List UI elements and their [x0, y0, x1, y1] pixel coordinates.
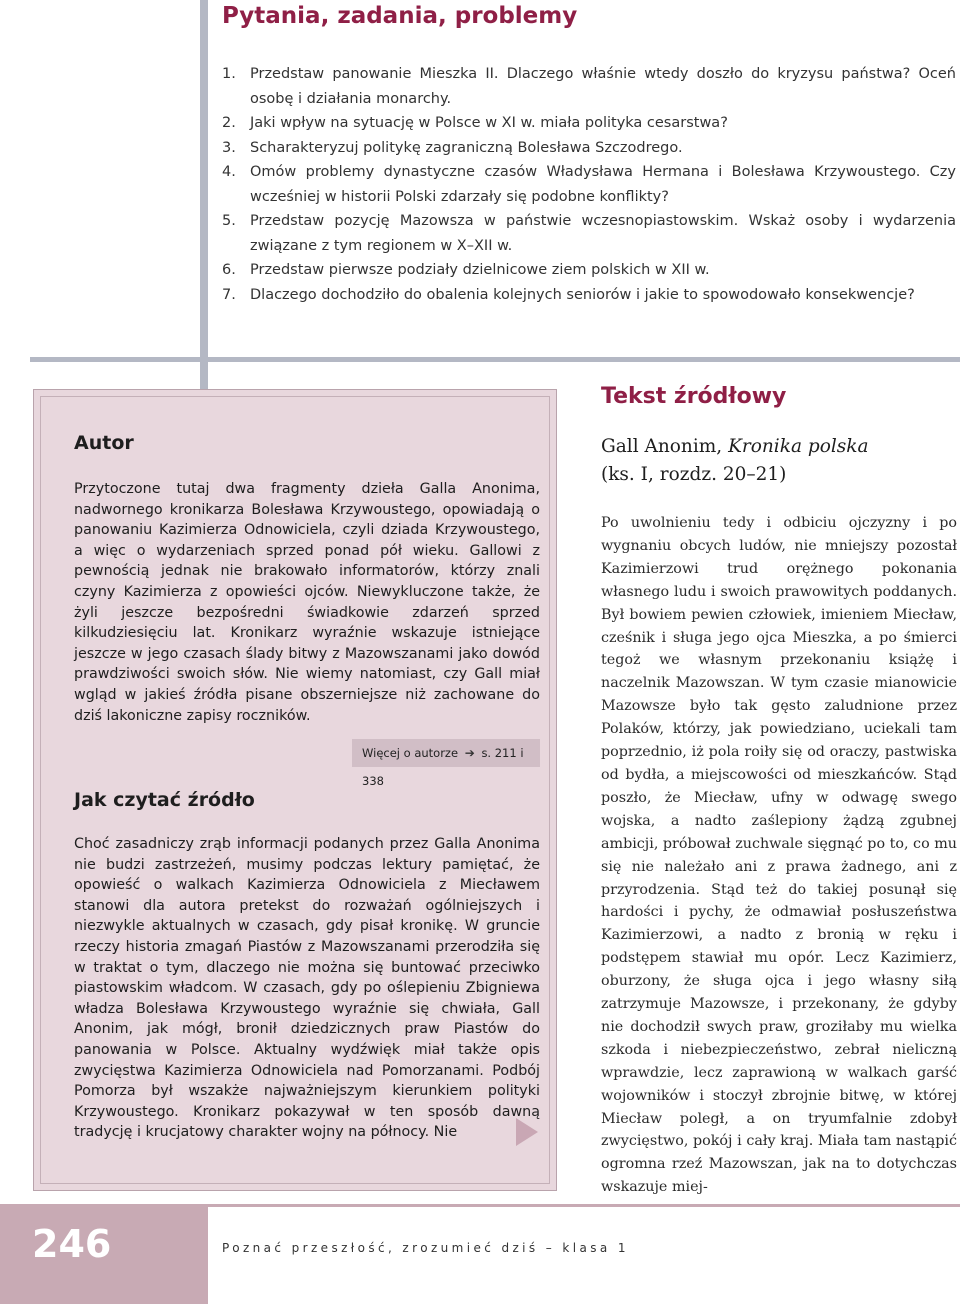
reading-heading: Jak czytać źródło [74, 789, 255, 811]
connector-rule [200, 362, 208, 392]
question-item: 4. Omów problemy dynastyczne czasów Władysława Hermana i Bolesława Krzywoustego. Czy wcześniej w historii Polski zdarzały się podobne konflikty? [222, 164, 956, 205]
question-item: 5. Przedstaw pozycję Mazowsza w państwie wczesnopiastowskim. Wskaż osoby i wydarzenia związane z tym regionem w X–XII w. [222, 213, 956, 254]
question-item: 3. Scharakteryzuj politykę zagraniczną Bolesława Szczodrego. [222, 139, 683, 156]
reading-text: Choć zasadniczy zrąb informacji podanych przez Galla Anonima nie budzi zastrzeżeń, musimy podczas lektury pamiętać, że opowieść o walkach Kazimierza Odnowiciela z Miecławem stanowi dla autora pretekst do rozważań ogólniejszych i niezwykle aktualnych w czasach, gdy pisał kronikę. W gruncie rzeczy historia zmagań Piastów z Mazowszanami przerodziła się w traktat o tym, dlaczego nie można się buntować przeciwko piastowskim władcom. W czasach, gdy po oślepieniu Zbigniewa władza Bolesława Krzywoustego wyraźnie się chwiała, Gall Anonim, jak mógł, bronił dziedzicznych praw Piastów do panowania w Polsce. Aktualny wydźwięk miał także opis zwycięstwa Kazimierza Odnowiciela nad Pomorzanami. Podbój Pomorza był wszakże najważniejszym kierunkiem polityki Krzywoustego. Kronikarz pokazywał w ten sposób dawną tradycję i krucjatowy charakter wojny na północy. Nie [74, 836, 540, 1141]
question-item: 1. Przedstaw panowanie Mieszka II. Dlaczego właśnie wtedy doszło do kryzysu państwa? Oceń osobę i działania monarchy. [222, 66, 956, 107]
section-divider [30, 357, 960, 362]
questions-title: Pytania, zadania, problemy [222, 3, 578, 29]
question-item: 7. Dlaczego dochodziło do obalenia kolejnych seniorów i jakie to spowodowało konsekwencje? [222, 286, 915, 303]
source-text: Po uwolnieniu tedy i odbiciu ojczyzny i po wygnaniu obcych ludów, nie mniejszy pozostał Kazimierzowi trud orężnego pokonania własnego ludu i swoich prawowitych poddanych. Był bowiem pewien człowiek, imieniem Miecław, cześnik i sługa jego ojca Mieszka, a po śmierci tegoż we własnym przekonaniu książę i naczelnik Mazowszan. W tym czasie mianowicie Mazowsze było tak gęsto zaludnione przez Polaków, którzy, jak powiedziano, uciekali tam poprzednio, iż pola roiły się od oraczy, pastwiska od bydła, a miejscowości od mieszkańców. Stąd poszło, że Miecław, ufny w odwagę swego wojska, a nadto zaślepiony żądzą zgubnej ambicji, próbował zuchwale sięgnąć po to, co mu się nie należało ani z prawa żadnego, ani z przyrodzenia. Stąd też do takiej posunął się hardości i pychy, że odmawiał posłuszeństwa Kazimierzowi, a nadto z bronią w ręku i podstępem stawiał mu opór. Lecz Kazimierz, oburzony, że sługa ojca i jego własny siłą zatrzymuje Mazowsze, i przekonany, że gdyby nie dochodził swych praw, groziłaby mu wielka szkoda i niebezpieczeństwo, zebrał nieliczną wprawdzie, lecz zaprawioną w walkach garść wojowników i stoczył zbrojnie bitwę, w której Miecław poległ, a on tryumfalnie zdobył zwycięstwo, pokój i cały kraj. Miała tam nastąpić ogromna rzeź Mazowszan, jak na to dotychczas wskazuje miej- [601, 515, 957, 1196]
more-about-author-pages: s. 211 i 338 [362, 746, 524, 788]
series-title: Poznać przeszłość, zrozumieć dziś – klasa 1 [222, 1241, 629, 1255]
page-number: 246 [32, 1222, 112, 1266]
source-title: Tekst źródłowy [601, 384, 787, 409]
author-text: Przytoczone tutaj dwa fragmenty dzieła Galla Anonima, nadwornego kronikarza Bolesława Krzywoustego, opowiadają o panowaniu Kazimierza Odnowiciela, czyli dziada Krzywoustego, a więc o wydarzeniach sprzed ponad pół wieku. Gallowi z pewnością jednak nie brakowało informatorów, którzy znali czyny Kazimierza z opowieści ojców. Niewykluczone także, że żyli jeszcze bezpośredni świadkowie zdarzeń sprzed kilkudziesięciu lat. Kronikarz wyraźnie wskazuje istniejące jeszcze w jego czasach ślady bitwy z Mazowszanami jako dowód prawdziwości swoich słów. Nie wiemy natomiast, czy Gall miał wgląd w jakieś źródła pisane obszerniejsze niż zachowane do dziś lakoniczne zapisy roczników. [74, 481, 540, 724]
footer-rule [208, 1204, 960, 1207]
questions-list [222, 62, 956, 307]
arrow-right-icon: ➔ [464, 746, 475, 760]
more-about-author-link[interactable] [352, 739, 540, 788]
more-about-author-label: Więcej o autorze [362, 746, 459, 760]
question-item: 6. Przedstaw pierwsze podziały dzielnicowe ziem polskich w XII w. [222, 262, 710, 278]
top-vertical-rule [200, 0, 208, 360]
author-heading: Autor [74, 432, 134, 454]
question-item: 2. Jaki wpływ na sytuację w Polsce w XI w. miała polityka cesarstwa? [222, 115, 728, 131]
source-work-title: Gall Anonim, Kronika polska (ks. I, rozdz. 20–21) [601, 436, 869, 485]
continue-arrow-icon [516, 1118, 538, 1146]
